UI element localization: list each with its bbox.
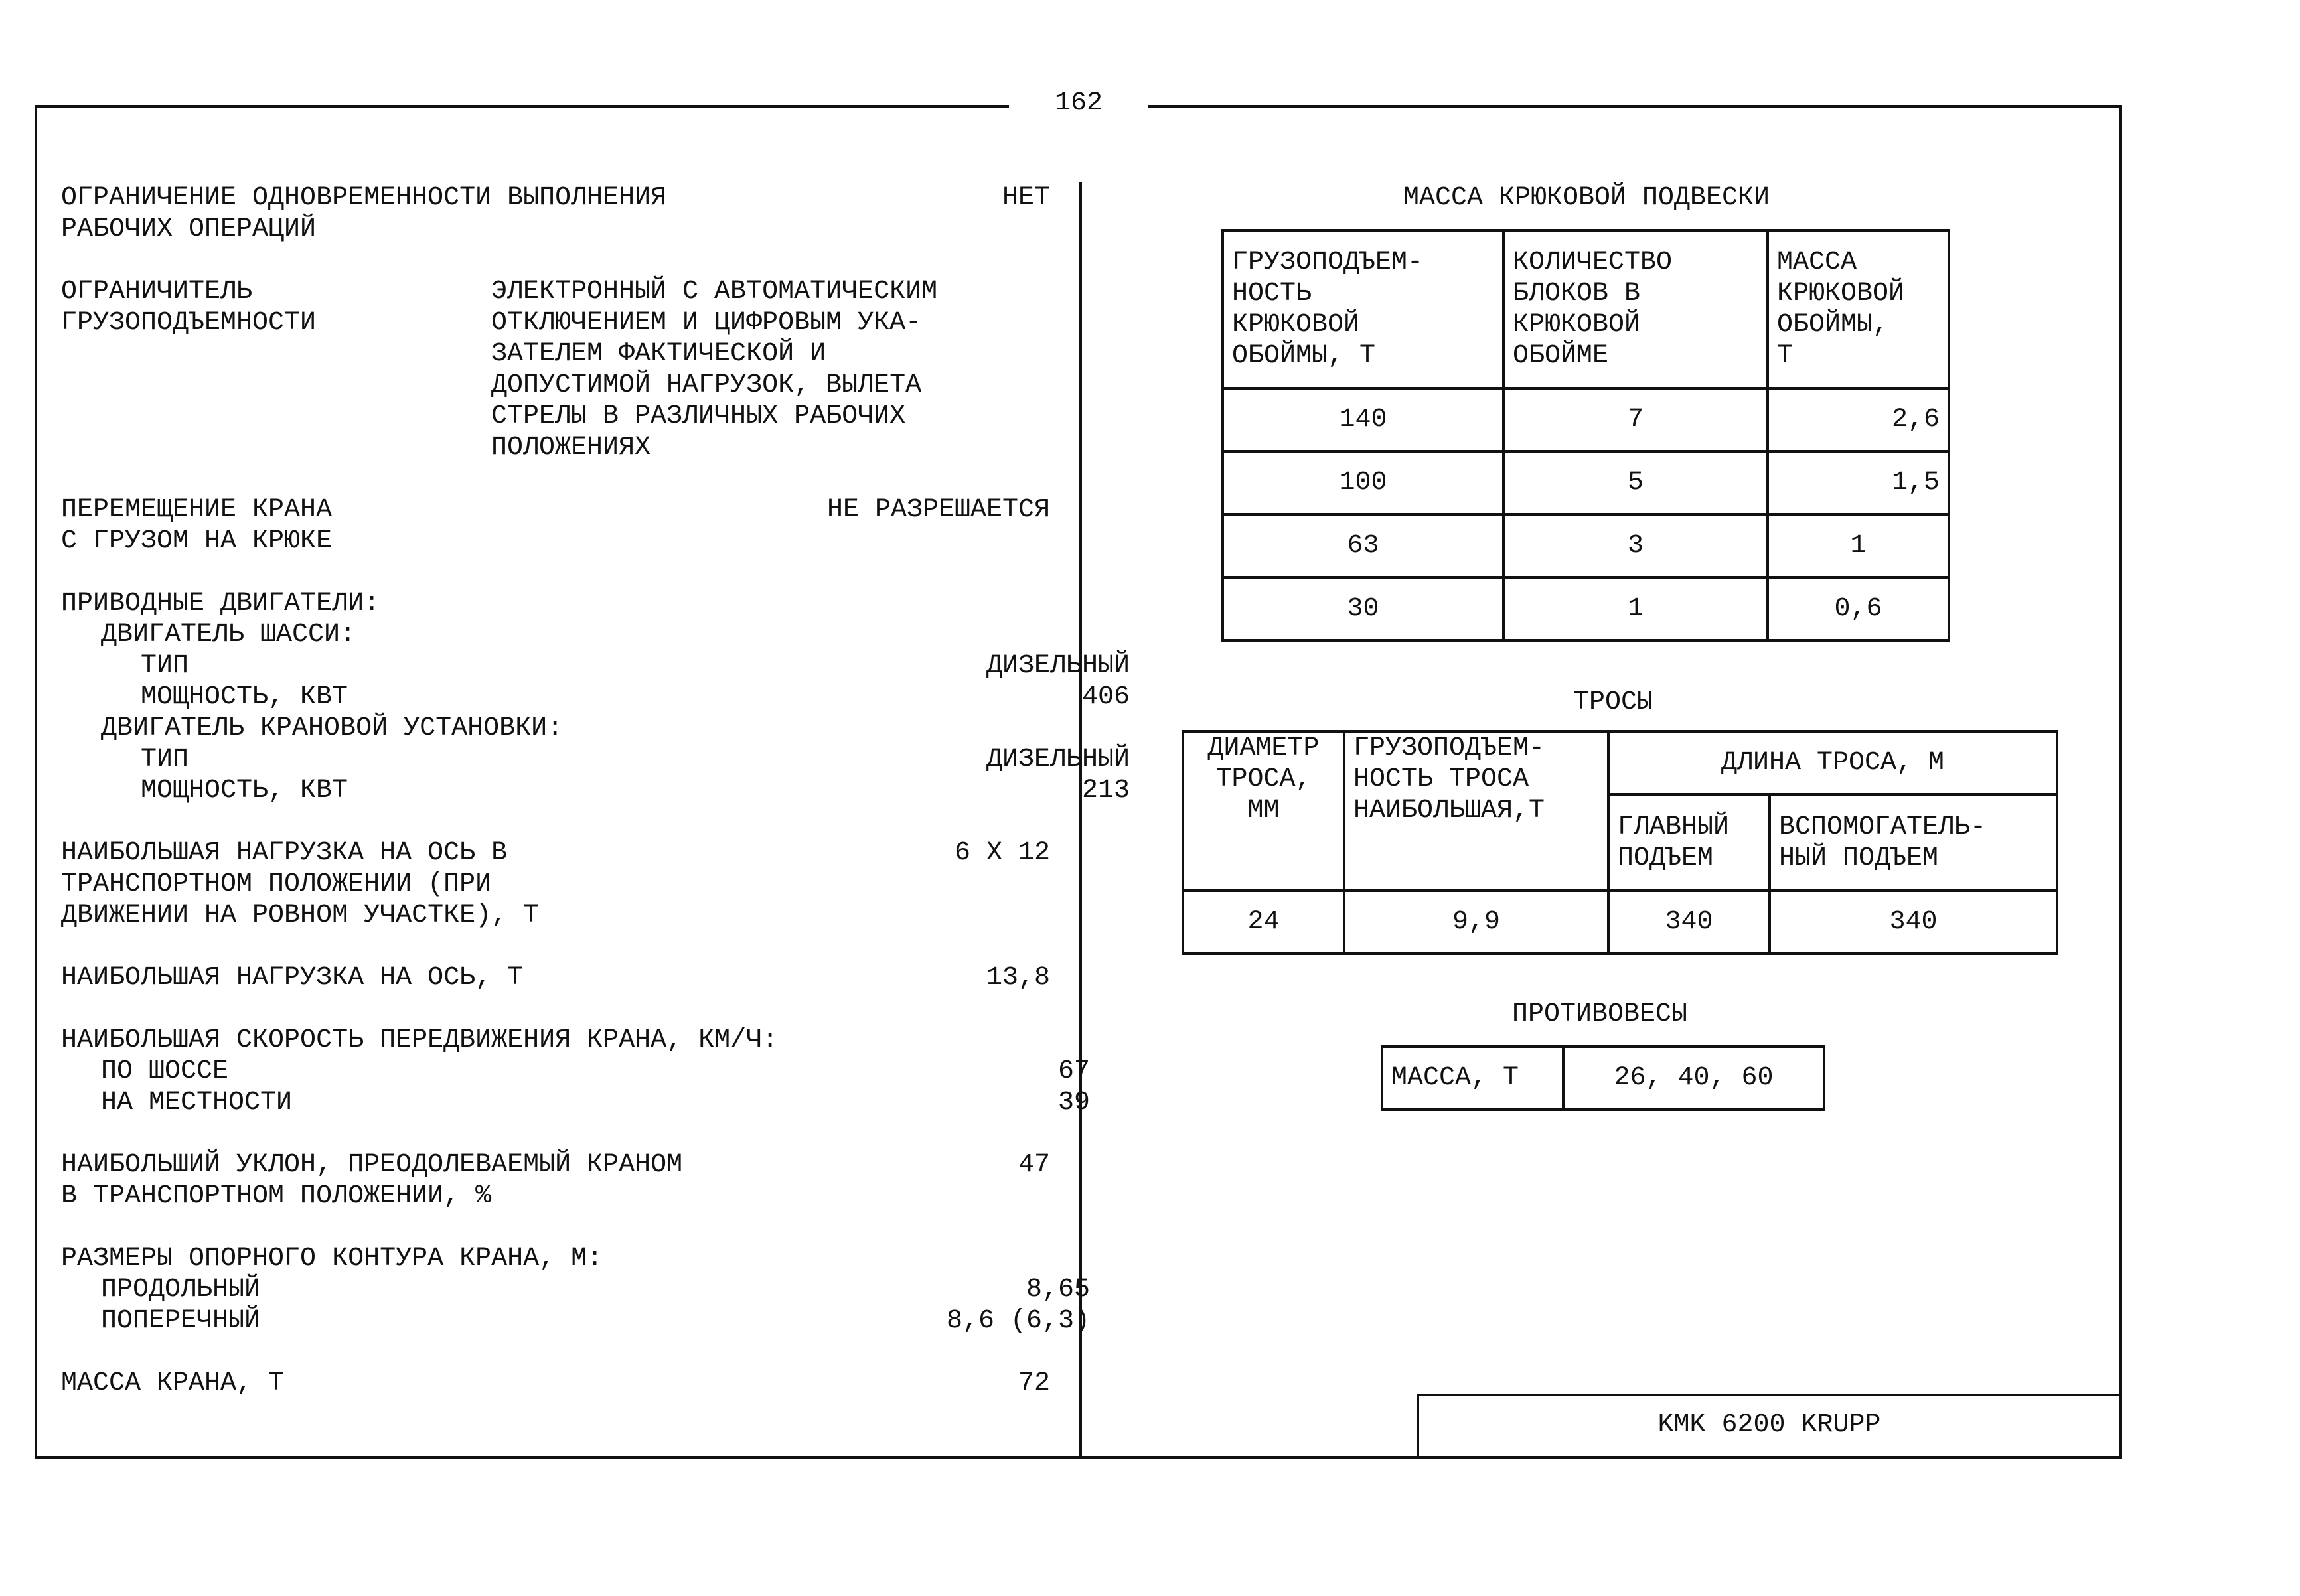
table-row: 140 7 2,6 [1223,388,1949,451]
table-row [1382,1047,1824,1110]
spec-limit-simultaneous: ОГРАНИЧЕНИЕ ОДНОВРЕМЕННОСТИ ВЫПОЛНЕНИЯ НЕТ [61,183,1050,213]
counterweight-label: МАССА, Т [1382,1047,1563,1110]
spec-load-limiter: ОГРАНИЧИТЕЛЬ ГРУЗОПОДЪЕМНОСТИ ЭЛЕКТРОННЫЙ С АВТОМАТИЧЕСКИМ ОТКЛЮЧЕНИЕМ И ЦИФРОВЫМ УКА- ЗАТЕЛЕМ ФАКТИЧЕСКОЙ И ДОПУСТИМОЙ НАГРУЗОК, ВЫЛЕТА СТРЕЛЫ В РАЗЛИЧНЫХ РАБОЧИХ ПОЛОЖЕНИЯХ [61,277,938,463]
hook-header-blocks: КОЛИЧЕСТВО БЛОКОВ В КРЮКОВОЙ ОБОЙМЕ [1503,230,1768,388]
title-stamp [1417,1394,2122,1459]
hook-table-title: МАССА КРЮКОВОЙ ПОДВЕСКИ [1403,183,1770,213]
counterweights-title: ПРОТИВОВЕСЫ [1511,999,1688,1029]
spec-axle-load-transport: НАИБОЛЬШАЯ НАГРУЗКА НА ОСЬ В 6 X 12 [61,838,1050,868]
rope-header-capacity: ГРУЗОПОДЪЕМ- НОСТЬ ТРОСА НАИБОЛЬШАЯ,Т [1344,731,1608,891]
table-row: 63 3 1 [1223,514,1949,577]
rope-header-length: ДЛИНА ТРОСА, М [1608,731,2057,794]
rope-table [1182,730,2058,955]
rope-header-aux: ВСПОМОГАТЕЛЬ- НЫЙ ПОДЪЕМ [1770,794,2057,891]
counterweight-value: 26, 40, 60 [1563,1047,1824,1110]
spec-crane-movement: ПЕРЕМЕЩЕНИЕ КРАНА НЕ РАЗРЕШАЕТСЯ [61,495,1050,525]
table-row: 100 5 1,5 [1223,451,1949,514]
specifications-list: ОГРАНИЧЕНИЕ ОДНОВРЕМЕННОСТИ ВЫПОЛНЕНИЯ НЕТ РАБОЧИХ ОПЕРАЦИЙ ОГРАНИЧИТЕЛЬ ГРУЗОПОДЪЕМНОСТИ ЭЛЕКТРОННЫЙ С АВТОМАТИЧЕСКИМ ОТКЛЮЧЕНИЕМ И ЦИФРОВЫМ УКА- ЗАТЕЛЕМ ФАКТИЧЕСКОЙ И ДОПУСТИМОЙ НАГРУЗОК, ВЫЛЕТА СТРЕЛЫ В РАЗЛИЧНЫХ РАБОЧИХ ПОЛОЖЕНИЯХ ПЕРЕМЕЩЕНИЕ КРАНА НЕ РАЗРЕШАЕТСЯ С ГРУЗОМ НА КРЮКЕ ПРИВОДНЫЕ ДВИГАТЕЛИ: ДВИГАТЕЛЬ ШАССИ: ТИП ДИЗЕЛЬНЫЙ МОЩНОСТЬ, КВТ 406 ДВИГАТЕЛЬ КРАНОВОЙ УСТАНОВКИ: ТИП ДИЗЕЛЬНЫЙ МОЩНОСТЬ, КВТ 213 НАИБОЛЬШАЯ НАГРУЗКА НА ОСЬ В 6 X 12 ТРАНСПОРТНОМ ПОЛОЖЕНИИ (ПРИ ДВИЖЕНИИ НА РОВНОМ УЧАСТКЕ), Т НАИБОЛЬШАЯ НАГРУЗКА НА ОСЬ, Т 13,8 НАИБОЛЬШАЯ СКОРОСТЬ ПЕРЕДВИЖЕНИЯ КРАНА, КМ/Ч: ПО ШОССЕ 67 НА МЕСТНОСТИ 39 НАИБОЛЬШИЙ УКЛОН, ПРЕОДОЛЕВАЕМЫЙ КРАНОМ 47 В ТРАНСПОРТНОМ ПОЛОЖЕНИИ, % РАЗМЕРЫ ОПОРНОГО КОНТУРА КРАНА, М: ПРОДОЛЬНЫЙ 8,65 ПОПЕРЕЧНЫЙ 8,6 (6,3) МАССА КРАНА, Т 72 [61,183,1130,1398]
page-number: 162 [1054,88,1103,118]
spec-max-speed: НАИБОЛЬШАЯ СКОРОСТЬ ПЕРЕДВИЖЕНИЯ КРАНА, КМ/Ч: [61,1025,779,1055]
column-divider [1079,182,1082,1459]
spec-crane-mass: МАССА КРАНА, Т 72 [61,1368,1050,1398]
spec-support-contour: РАЗМЕРЫ ОПОРНОГО КОНТУРА КРАНА, М: [61,1244,603,1273]
rope-header-diameter: ДИАМЕТР ТРОСА, ММ [1183,731,1344,891]
table-row: 24 9,9 340 340 [1183,891,2057,954]
rope-header-main: ГЛАВНЫЙ ПОДЪЕМ [1608,794,1770,891]
rope-table-title: ТРОСЫ [1572,688,1653,717]
hook-header-mass: МАССА КРЮКОВОЙ ОБОЙМЫ, Т [1768,230,1949,388]
spec-max-slope: НАИБОЛЬШИЙ УКЛОН, ПРЕОДОЛЕВАЕМЫЙ КРАНОМ 47 [61,1150,1050,1180]
counterweights-table [1381,1045,1825,1111]
table-row: 30 1 0,6 [1223,577,1949,640]
stamp-text: KMK 6200 KRUPP [1657,1410,1881,1440]
hook-mass-table [1221,229,1950,642]
spec-drive-engines: ПРИВОДНЫЕ ДВИГАТЕЛИ: [61,589,380,618]
hook-header-capacity: ГРУЗОПОДЪЕМ- НОСТЬ КРЮКОВОЙ ОБОЙМЫ, Т [1223,230,1503,388]
spec-axle-load: НАИБОЛЬШАЯ НАГРУЗКА НА ОСЬ, Т 13,8 [61,963,1050,993]
